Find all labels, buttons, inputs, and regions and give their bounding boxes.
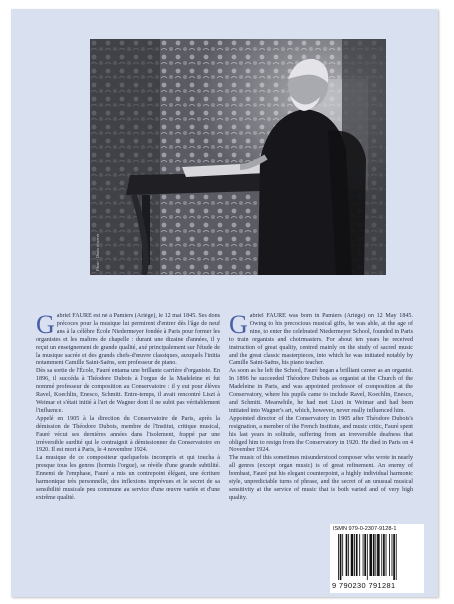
photo-image xyxy=(90,39,386,275)
english-paragraph: The music of this sometimes misunderstood composer who wrote in nearly all genres (except organ music) is of great refinement. An enemy of bombast, Fauré put his elegant counterpoint, a highly individual harmonic style, unpredictable turns of phrase, and the secret of an unusual musical sensitivity at the service of music that is both varied and of very high quality. xyxy=(229,455,413,501)
photo-credit: Photo : Droits réservés xyxy=(95,233,100,271)
composer-photo xyxy=(90,39,386,275)
english-dropcap: G xyxy=(229,313,248,339)
french-paragraph: Dès sa sortie de l'École, Fauré entama une brillante carrière d'organiste. En 1896, il succéda à Théodore Dubois à l'orgue de la Madeleine et fut nommé professeur de composition au Conservatoire : il y eut pour élèves Ravel, Koechlin, Enesco, Schmitt. Entre-temps, il avait rencontré Liszt à Weimar et s'était initié à l'art de Wagner dont il ne subit pas véritablement l'influence. xyxy=(36,368,220,414)
ismn-number: ISMN 979-0-2307-9128-1 xyxy=(333,526,397,532)
french-paragraph: Appelé en 1905 à la direction du Conservatoire de Paris, après la démission de Théodore Dubois, membre de l'Institut, critique musical, Fauré vécut ses dernières années dans l'isolement, frappé par une irréversible surdité qui le contraignit à démissionner du Conservatoire en 1920. Il est mort à Paris, le 4 novembre 1924. xyxy=(36,415,220,454)
french-dropcap: G xyxy=(36,313,55,339)
barcode-label xyxy=(330,524,424,593)
french-paragraph: abriel FAURÉ est né à Pamiers (Ariège), le 12 mai 1845. Ses dons précoces pour la musique lui permirent d'entrer dès l'âge de neuf ans à la célèbre École Niedermeyer fondée à Paris pour former les organistes et les maîtres de chapelle : durant une dizaine d'années, il y reçut un enseignement de grande qualité, axé principalement sur l'étude de la musique sacrée et des grands chefs-d'œuvre classiques, auxquels l'initia notamment Camille Saint-Saëns, son professeur de piano. xyxy=(36,313,220,367)
english-paragraph: abriel FAURÉ was born in Pamiers (Ariège) on 12 May 1845. Owing to his precocious musical gifts, he was able, at the age of nine, to enter the celebrated Niedermeyer School, founded in Paris to train organists and choirmasters. For about ten years he received instruction of great quality, centred mainly on the study of sacred music and the great classic masterpieces, into which he was initiated notably by Camille Saint-Saëns, his piano teacher. xyxy=(229,313,413,367)
barcode-digits: 9 790230 791281 xyxy=(332,581,396,590)
english-paragraph: Appointed director of the Conservatory in 1905 after Théodore Dubois's resignation, a member of the French Institute, and music critic, Fauré spent his last years in solitude, suffering from an irreversible deafness that obliged him to resign from the Conservatory in 1920. He died in Paris on 4 November 1924. xyxy=(229,415,413,454)
english-paragraph: As soon as he left the School, Fauré began a brilliant career as an organist. In 1896 he succeeded Théodore Dubois as organist at the Church of the Madeleine in Paris, and was appointed professor of composition at the Conservatory, where his pupils came to include Ravel, Koechlin, Enesco, and Schmitt. Meanwhile, he had met Liszt in Weimar and had been initiated into Wagner's art, which, however, never really influenced him. xyxy=(229,368,413,414)
french-paragraph: La musique de ce compositeur quelquefois incompris et qui toucha à presque tous les genres (hormis l'orgue), se révèle d'une grande subtilité. Ennemi de l'emphase, Fauré a mis un contrepoint élégant, une écriture harmonique très personnelle, des inflexions imprévues et le secret de sa sensibilité musicale peu commune au service d'une œuvre variée et d'une extrême qualité. xyxy=(36,455,220,501)
french-biography xyxy=(36,313,220,561)
barcode-icon xyxy=(338,534,418,580)
